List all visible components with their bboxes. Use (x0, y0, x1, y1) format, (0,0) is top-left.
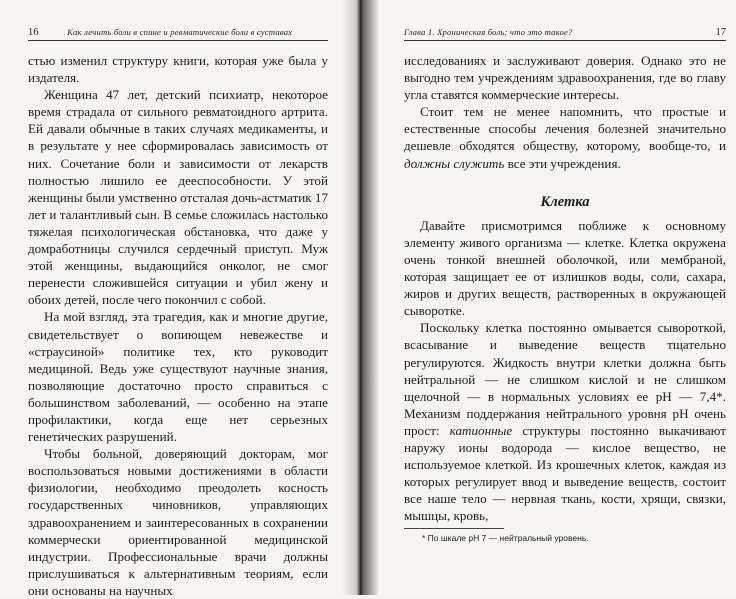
footnote-divider (404, 528, 504, 529)
paragraph: Давайте присмотримся поближе к основному элементу живого организма — клетке. Клетка окружена очень тонкой внешней оболочкой, или мембраной, которая защищает ее от излишков воды, соли, сахара, жиров и других веществ, растворенных в окружающей сыворотке. (404, 217, 726, 319)
paragraph: исследованиях и заслуживают доверия. Однако это не выгодно тем учреждениям здравоохранения, где во главу угла ставятся коммерческие интересы. (404, 53, 726, 103)
paragraph: Чтобы больной, доверяющий докторам, мог воспользоваться новыми достижениями в области физиологии, необходимо преодолеть косность государственных чиновников, управляющих здравоохранением и заинтересованных в сохранении коммерчески ориентированной медицинской индустрии. Профессиональные врачи должны прислушиваться к альтернативным теориям, если они основаны на научных (28, 446, 328, 598)
right-page (378, 0, 736, 595)
paragraph (404, 319, 726, 524)
right-running-title: Глава 1. Хроническая боль: что это такое? (404, 27, 573, 37)
section-heading: Клетка (540, 193, 590, 210)
left-running-title: Как лечить боли в спине и ревматические боли в суставах (67, 27, 293, 37)
footnote: * По шкале pH 7 — нейтральный уровень. (422, 533, 589, 543)
left-running-head (28, 27, 328, 41)
left-page-number: 16 (28, 27, 39, 38)
emphasis-text: должны служить (404, 155, 505, 171)
paragraph-text: все эти учреждения. (504, 155, 621, 171)
paragraph: На мой взгляд, эта трагедия, как и многие другие, свидетельствует о вопиющем невежестве и «страусиной» политике тех, кто руководит медициной. Ведь уже существуют научные знания, позволяющие достаточно просто справиться с большинством заболеваний, — особенно на этапе профилактики, когда еще нет серьезных генетических разрушений. (28, 309, 328, 445)
right-page-number: 17 (715, 27, 726, 38)
paragraph: стью изменил структуру книги, которая уже была у издателя. (28, 53, 328, 86)
paragraph-text: Поскольку клетка постоянно омывается сывороткой, всасывание и выведение веществ тщательно регулируются. Жидкость внутри клетки должна быть нейтральной — не слишком кислой и не слишком щелочной — в нормальных условиях ее pH — 7,4*. Механизм поддержания нейтрального уровня pH очень прост: (404, 320, 726, 438)
paragraph-text: структуры постоянно выкачивают наружу ионы водорода — кислое вещество, не используемое клеткой. Из крошечных клеток, каждая из которых регулирует ввод и выведение веществ, состоит все наше тело — нервная ткань, кости, хрящи, связки, мышцы, кровь, (404, 422, 726, 524)
right-running-head (404, 27, 726, 41)
emphasis-text: катионные (449, 422, 513, 438)
right-body-text (404, 52, 726, 524)
paragraph-text: Стоит тем не менее напомнить, что простые и естественные способы лечения болезней значительно дешевле обходятся обществу, которому, вообще-то, и (404, 104, 726, 154)
left-page (0, 0, 342, 598)
paragraph (404, 103, 726, 171)
book-gutter (342, 0, 378, 595)
left-body-text (28, 52, 328, 599)
paragraph: Женщина 47 лет, детский психиатр, некоторое время страдала от сильного ревматоидного артрита. Ей давали обычные в таких случаях медикаменты, и в результате у нее сформировалась зависимость от них. Сочетание боли и зависимости от лекарств полностью лишило ее дееспособности. У этой женщины были умственно отсталая дочь-астматик 17 лет и талантливый сын. В семье сложилась настолько тяжелая психологическая обстановка, что даже у домработницы случился сердечный приступ. Муж этой женщины, выдающийся онколог, не смог перенести сложившейся ситуации и убил жену и обоих детей, после чего покончил с собой. (28, 87, 328, 308)
